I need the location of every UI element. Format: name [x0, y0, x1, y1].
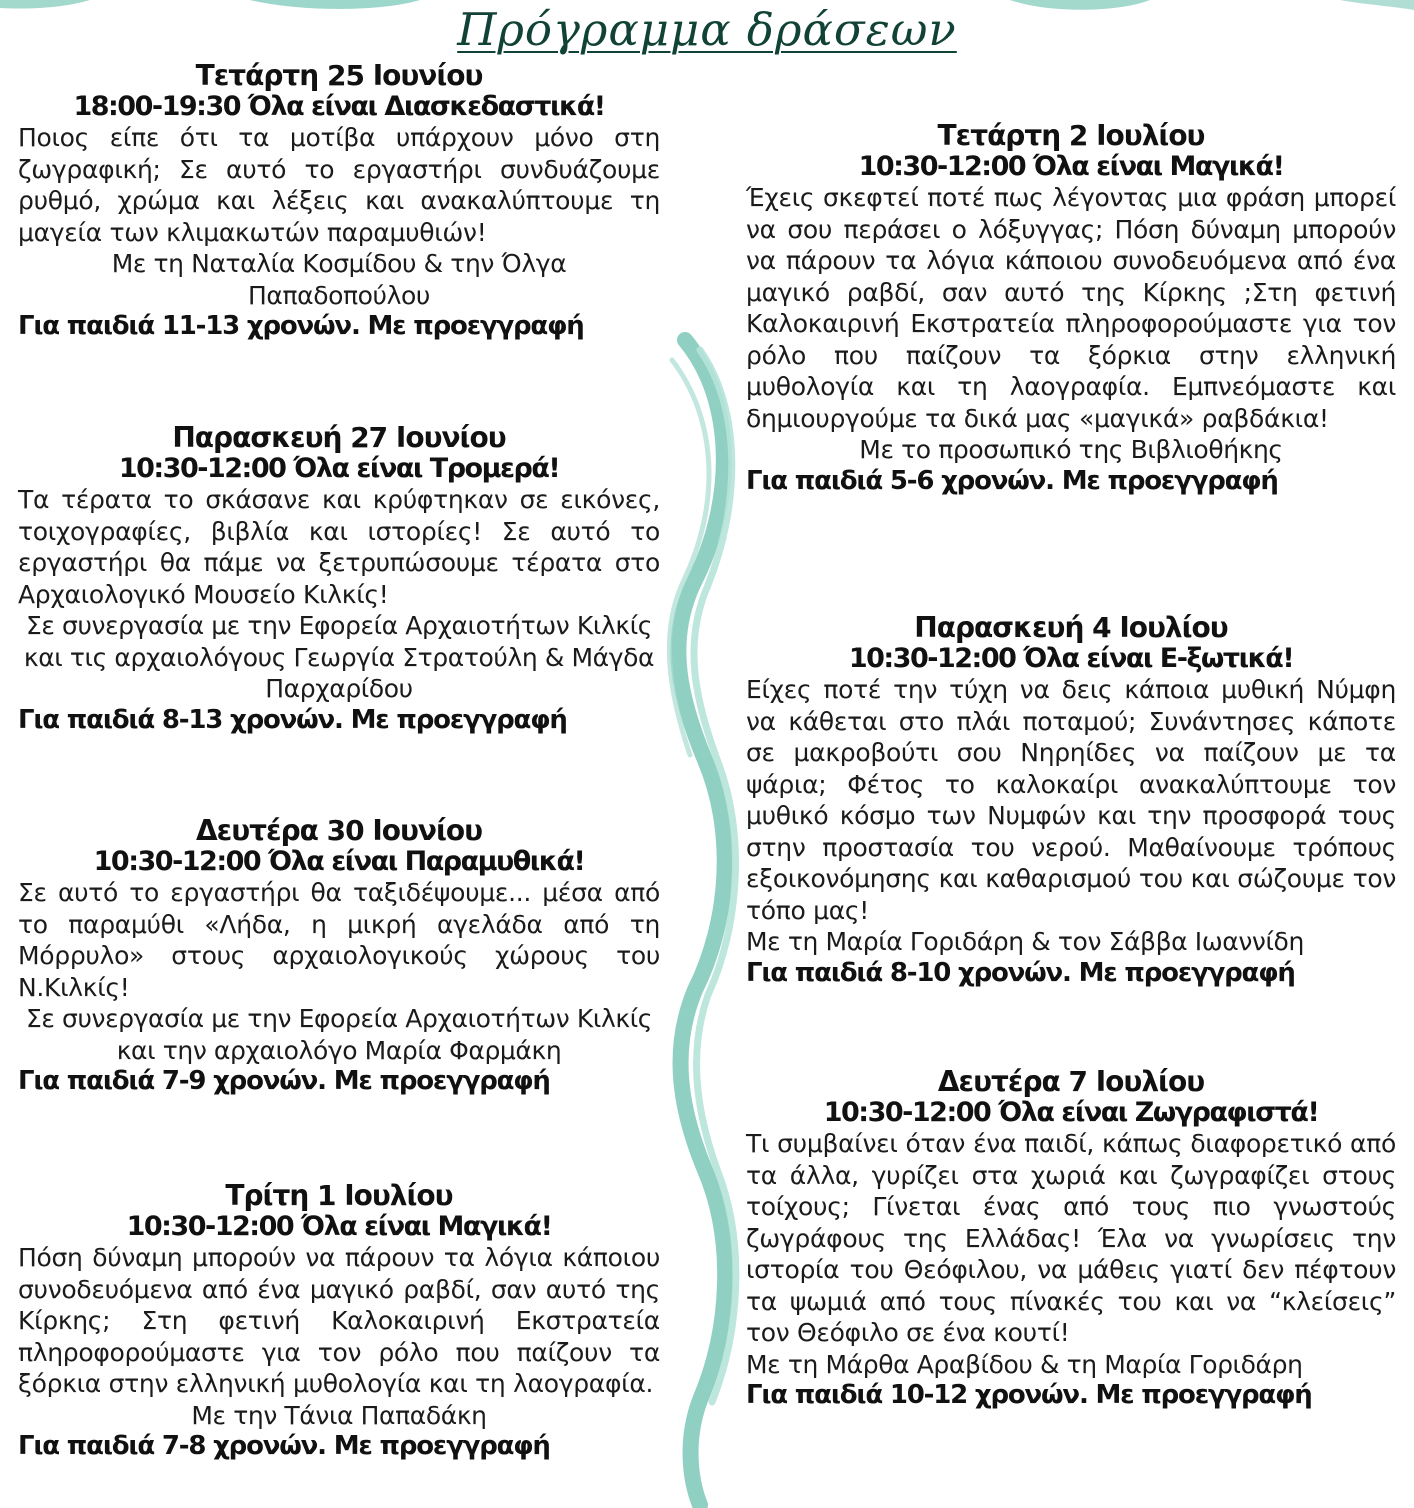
event-card: [18, 60, 660, 342]
event-credit: Με το προσωπικό της Βιβλιοθήκης: [859, 435, 1283, 464]
event-audience: Για παιδιά 7-9 χρονών. Με προεγγραφή: [18, 1066, 550, 1096]
event-description: Σε αυτό το εργαστήρι θα ταξιδέψουμε... μέσα από το παραμύθι «Λήδα, η μικρή αγελάδα από τη Μόρρυλο» στους αρχαιολογικούς χώρους του Ν.Κιλκίς!: [18, 878, 660, 1002]
event-day: Δευτέρα 7 Ιουλίου: [937, 1065, 1205, 1098]
event-card: [18, 815, 660, 1097]
event-description: Τα τέρατα το σκάσανε και κρύφτηκαν σε εικόνες, τοιχογραφίες, βιβλία και ιστορίες! Σε αυτό το εργαστήρι θα πάμε να ξετρυπώσουμε τέρατα στο Αρχαιολογικό Μουσείο Κιλκίς!: [18, 485, 660, 609]
event-card: [18, 422, 660, 736]
event-audience: Για παιδιά 10-12 χρονών. Με προεγγραφή: [746, 1380, 1312, 1410]
event-day: Δευτέρα 30 Ιουνίου: [195, 814, 483, 847]
event-credit: Με τη Μάρθα Αραβίδου & τη Μαρία Γοριδάρη: [746, 1349, 1303, 1379]
event-heading: 10:30-12:00 Όλα είναι Ζωγραφιστά!: [823, 1097, 1319, 1128]
event-card: [746, 612, 1396, 989]
event-credit: Σε συνεργασία με την Εφορεία Αρχαιοτήτων Κιλκίς και τις αρχαιολόγους Γεωργία Στρατούλη & Μάγδα Παρχαρίδου: [23, 611, 655, 703]
event-description: Είχες ποτέ την τύχη να δεις κάποια μυθική Νύμφη να κάθεται στο πλάι ποταμού; Συνάντησες κάποτε σε μακροβούτι σου Νηρηίδες να παίζουν με τα ψάρια; Φέτος το καλοκαίρι ανακαλύπτουμε τον μυθικό κόσμο των Νυμφών και την προσφορά τους στην προστασία του νερού. Μαθαίνουμε τρόπους εξοικονόμησης και καθαρισμού του και σώζουμε τον τόπο μας!: [746, 675, 1396, 925]
event-description: Πόση δύναμη μπορούν να πάρουν τα λόγια κάποιου συνοδευόμενα από ένα μαγικό ραβδί, σαν αυτό της Κίρκης; Στη φετινή Καλοκαιρινή Εκστρατεία πληροφορούμαστε για τον ρόλο που παίζουν τα ξόρκια στην ελληνική μυθολογία και τη λαογραφία.: [18, 1243, 660, 1398]
event-day: Τρίτη 1 Ιουλίου: [225, 1179, 453, 1212]
event-audience: Για παιδιά 7-8 χρονών. Με προεγγραφή: [18, 1431, 550, 1461]
event-day: Παρασκευή 4 Ιουλίου: [914, 611, 1228, 644]
event-audience: Για παιδιά 8-13 χρονών. Με προεγγραφή: [18, 704, 567, 735]
event-description: Τι συμβαίνει όταν ένα παιδί, κάπως διαφορετικό από τα άλλα, γυρίζει στα χωριά και ζωγραφίζει στους τοίχους; Γίνεται ένας από τους πιο γνωστούς ζωγράφους της Ελλάδας! Έλα να γνωρίσεις την ιστορία του Θεόφιλου, να μάθεις γιατί δεν πέφτουν τα ψωμιά από τους πίνακές του και να “κλείσεις” τον Θεόφιλο σε ένα κουτί!: [746, 1129, 1396, 1347]
event-heading: 10:30-12:00 Όλα είναι Παραμυθικά!: [93, 846, 585, 877]
event-credit: Με τη Ναταλία Κοσμίδου & την Όλγα Παπαδοπούλου: [111, 249, 567, 310]
event-heading: 10:30-12:00 Όλα είναι Μαγικά!: [126, 1211, 552, 1242]
event-heading: 10:30-12:00 Όλα είναι Μαγικά!: [858, 151, 1284, 182]
event-card: [18, 1180, 660, 1462]
event-heading: 18:00-19:30 Όλα είναι Διασκεδαστικά!: [73, 91, 605, 122]
event-credit: Με τη Μαρία Γοριδάρη & τον Σάββα Ιωαννίδη: [746, 927, 1304, 956]
event-card: [746, 120, 1396, 497]
event-heading: 10:30-12:00 Όλα είναι Ε-ξωτικά!: [848, 643, 1294, 674]
event-day: Τετάρτη 25 Ιουνίου: [195, 59, 483, 92]
event-credit: Με την Τάνια Παπαδάκη: [191, 1400, 487, 1430]
event-audience: Για παιδιά 5-6 χρονών. Με προεγγραφή: [746, 465, 1278, 496]
event-day: Παρασκευή 27 Ιουνίου: [172, 421, 506, 454]
event-credit: Σε συνεργασία με την Εφορεία Αρχαιοτήτων Κιλκίς και την αρχαιολόγο Μαρία Φαρμάκη: [25, 1004, 653, 1065]
event-audience: Για παιδιά 11-13 χρονών. Με προεγγραφή: [18, 311, 584, 341]
page-title: Πρόγραμμα δράσεων: [457, 3, 957, 56]
event-heading: 10:30-12:00 Όλα είναι Τρομερά!: [118, 453, 560, 484]
event-day: Τετάρτη 2 Ιουλίου: [937, 119, 1205, 152]
event-card: [746, 1066, 1396, 1411]
event-description: Ποιος είπε ότι τα μοτίβα υπάρχουν μόνο στη ζωγραφική; Σε αυτό το εργαστήρι συνδυάζουμε ρυθμό, χρώμα και λέξεις και ανακαλύπτουμε τη μαγεία των κλιμακωτών παραμυθιών!: [18, 123, 660, 247]
event-description: Έχεις σκεφτεί ποτέ πως λέγοντας μια φράση μπορεί να σου περάσει ο λόξυγγας; Πόση δύναμη μπορούν να πάρουν τα λόγια κάποιου συνοδευόμενα από ένα μαγικό ραβδί, σαν αυτό της Κίρκης ;Στη φετινή Καλοκαιρινή Εκστρατεία πληροφορούμαστε για τον ρόλο που παίζουν τα ξόρκια στην ελληνική μυθολογία και τη λαογραφία. Εμπνεόμαστε και δημιουργούμε τα δικά μας «μαγικά» ραβδάκια!: [746, 183, 1396, 433]
wavy-divider-decoration: [660, 330, 750, 1508]
event-audience: Για παιδιά 8-10 χρονών. Με προεγγραφή: [746, 957, 1295, 988]
